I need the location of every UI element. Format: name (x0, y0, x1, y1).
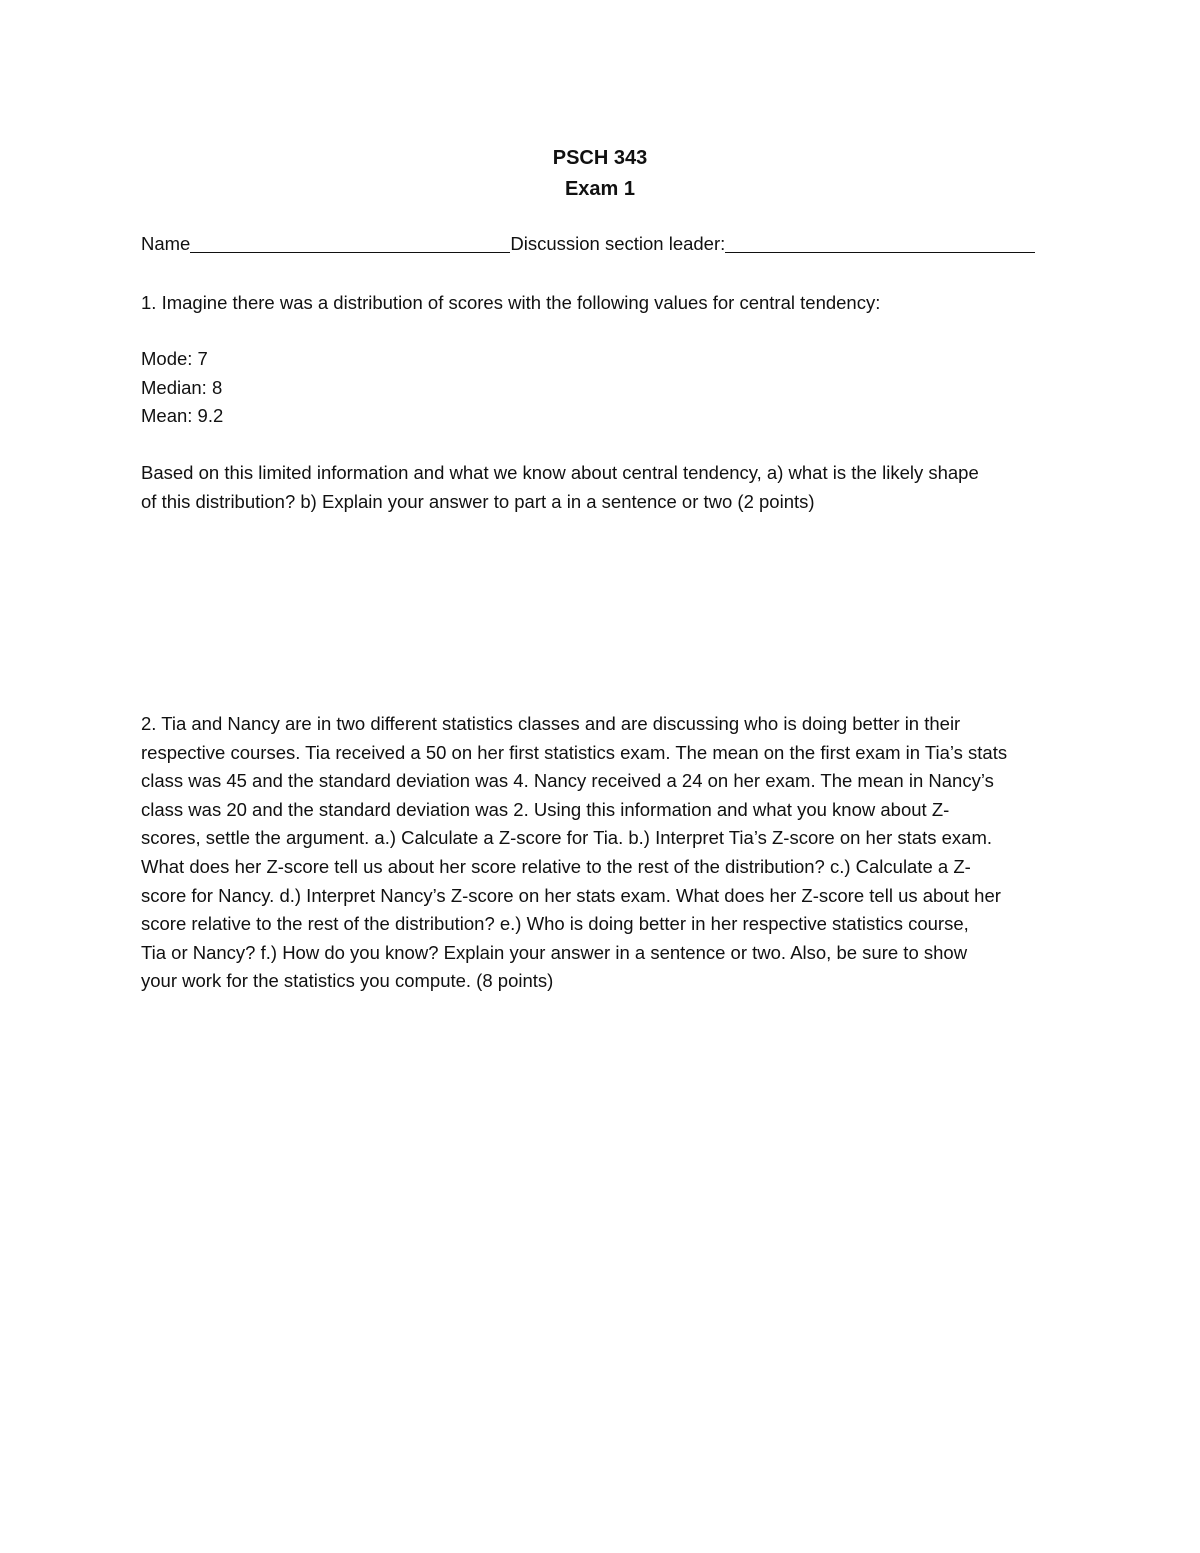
course-title: PSCH 343 (552, 147, 648, 169)
question-1-prompt: 1. Imagine there was a distribution of scores with the following values for central tendency: (141, 292, 881, 313)
question-2-line: class was 20 and the standard deviation was 2. Using this information and what you know about Z- (141, 798, 950, 820)
question-2-line: your work for the statistics you compute. (8 points) (141, 970, 554, 992)
question-2-line: 2. Tia and Nancy are in two different statistics classes and are discussing who is doing better in their (141, 713, 961, 734)
question-2-line: What does her Z-score tell us about her score relative to the rest of the distribution? c.) Calculate a Z- (141, 855, 971, 877)
question-2-line: score relative to the rest of the distribution? e.) Who is doing better in her respective statistics course, (141, 913, 969, 935)
mode-value: Mode: 7 (141, 348, 208, 369)
question-1-body (141, 459, 1061, 516)
question-1-line: Based on this limited information and what we know about central tendency, a) what is the likely shape (141, 462, 979, 483)
name-label: Name (141, 233, 191, 255)
exam-header (0, 143, 1200, 205)
leader-blank-line[interactable] (725, 230, 1035, 253)
mean-value: Mean: 9.2 (141, 405, 224, 427)
question-2-line: class was 45 and the standard deviation was 4. Nancy received a 24 on her exam. The mean in Nancy’s (141, 770, 994, 792)
leader-label: Discussion section leader: (510, 233, 726, 255)
question-1-line: of this distribution? b) Explain your answer to part a in a sentence or two (2 points) (141, 490, 815, 512)
central-tendency-values (141, 345, 1061, 431)
question-2-line: score for Nancy. d.) Interpret Nancy’s Z-score on her stats exam. What does her Z-score tell us about her (141, 884, 1001, 906)
name-blank-line[interactable] (190, 230, 510, 253)
question-2 (141, 710, 1061, 996)
question-2-line: scores, settle the argument. a.) Calculate a Z-score for Tia. b.) Interpret Tia’s Z-score on her stats exam. (141, 827, 992, 849)
name-fields-row (141, 230, 1061, 259)
question-2-line: Tia or Nancy? f.) How do you know? Explain your answer in a sentence or two. Also, be sure to show (141, 941, 968, 963)
exam-title: Exam 1 (564, 178, 636, 200)
median-value: Median: 8 (141, 376, 223, 398)
question-2-line: respective courses. Tia received a 50 on her first statistics exam. The mean on the first exam in Tia’s stats (141, 741, 1008, 763)
